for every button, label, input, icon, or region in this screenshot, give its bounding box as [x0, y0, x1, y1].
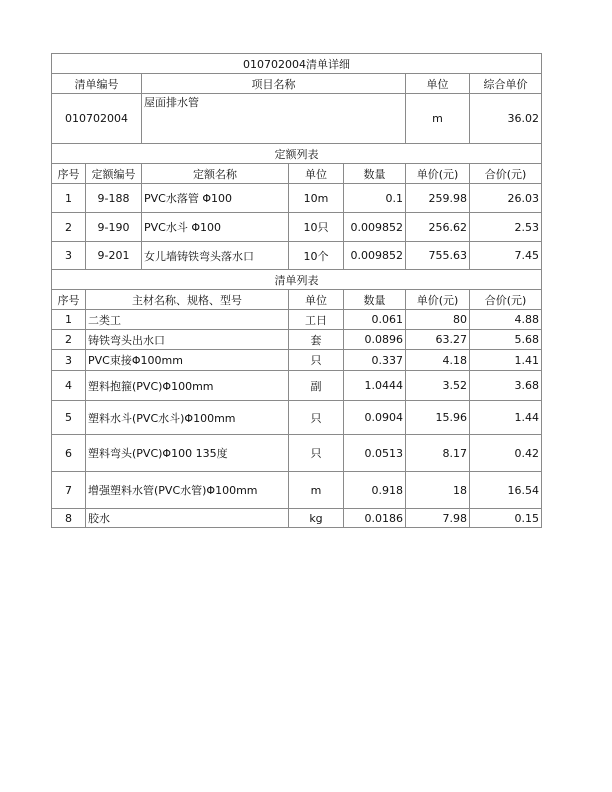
mat-unit: 工日	[289, 310, 344, 330]
material-row	[52, 472, 542, 509]
mat-total: 1.44	[470, 401, 542, 435]
mat-seq: 4	[52, 371, 86, 401]
mat-total: 16.54	[470, 472, 542, 509]
quota-unit: 10只	[289, 213, 344, 242]
mat-col-qty: 数量	[344, 290, 406, 310]
quota-price: 259.98	[406, 184, 470, 213]
quota-total: 7.45	[470, 242, 542, 270]
quota-section-row	[52, 144, 542, 164]
header-col-code: 清单编号	[52, 74, 142, 94]
quota-code: 9-201	[86, 242, 142, 270]
mat-unit: m	[289, 472, 344, 509]
material-row	[52, 509, 542, 528]
quota-unit: 10个	[289, 242, 344, 270]
quota-total: 2.53	[470, 213, 542, 242]
quota-row	[52, 184, 542, 213]
header-col-name: 项目名称	[142, 74, 406, 94]
material-row	[52, 330, 542, 350]
quota-header-row	[52, 164, 542, 184]
mat-price: 63.27	[406, 330, 470, 350]
mat-col-name: 主材名称、规格、型号	[86, 290, 289, 310]
material-row	[52, 435, 542, 472]
mat-price: 18	[406, 472, 470, 509]
mat-qty: 1.0444	[344, 371, 406, 401]
mat-seq: 7	[52, 472, 86, 509]
quota-qty: 0.009852	[344, 242, 406, 270]
bill-detail-table	[51, 53, 542, 528]
quota-total: 26.03	[470, 184, 542, 213]
quota-col-seq: 序号	[52, 164, 86, 184]
quota-name: 女儿墙铸铁弯头落水口	[142, 242, 289, 270]
quota-qty: 0.009852	[344, 213, 406, 242]
mat-col-unit: 单位	[289, 290, 344, 310]
mat-qty: 0.061	[344, 310, 406, 330]
quota-col-name: 定额名称	[142, 164, 289, 184]
material-row	[52, 401, 542, 435]
mat-name: 铸铁弯头出水口	[86, 330, 289, 350]
mat-price: 7.98	[406, 509, 470, 528]
header-values-row	[52, 94, 542, 144]
quota-price: 755.63	[406, 242, 470, 270]
mat-total: 5.68	[470, 330, 542, 350]
quota-col-price: 单价(元)	[406, 164, 470, 184]
mat-name: 增强塑料水管(PVC水管)Φ100mm	[86, 472, 289, 509]
mat-name: 塑料弯头(PVC)Φ100 135度	[86, 435, 289, 472]
mat-col-total: 合价(元)	[470, 290, 542, 310]
mat-unit: 副	[289, 371, 344, 401]
mat-name: 二类工	[86, 310, 289, 330]
quota-row	[52, 242, 542, 270]
quota-section-title: 定额列表	[52, 144, 542, 164]
mat-col-seq: 序号	[52, 290, 86, 310]
mat-seq: 1	[52, 310, 86, 330]
material-row	[52, 371, 542, 401]
quota-seq: 2	[52, 213, 86, 242]
mat-qty: 0.918	[344, 472, 406, 509]
quota-unit: 10m	[289, 184, 344, 213]
mat-name: 塑料水斗(PVC水斗)Φ100mm	[86, 401, 289, 435]
header-labels-row	[52, 74, 542, 94]
mat-seq: 5	[52, 401, 86, 435]
mat-unit: 只	[289, 401, 344, 435]
header-col-unit: 单位	[406, 74, 470, 94]
material-row	[52, 310, 542, 330]
mat-price: 4.18	[406, 350, 470, 371]
bill-unit: m	[406, 94, 470, 144]
mat-unit: 只	[289, 435, 344, 472]
quota-qty: 0.1	[344, 184, 406, 213]
quota-col-unit: 单位	[289, 164, 344, 184]
materials-section-title: 清单列表	[52, 270, 542, 290]
bill-price: 36.02	[470, 94, 542, 144]
mat-total: 3.68	[470, 371, 542, 401]
quota-seq: 3	[52, 242, 86, 270]
mat-seq: 3	[52, 350, 86, 371]
quota-seq: 1	[52, 184, 86, 213]
bill-name: 屋面排水管	[142, 94, 406, 144]
mat-name: 胶水	[86, 509, 289, 528]
mat-seq: 6	[52, 435, 86, 472]
mat-price: 8.17	[406, 435, 470, 472]
mat-price: 80	[406, 310, 470, 330]
mat-price: 3.52	[406, 371, 470, 401]
mat-total: 0.42	[470, 435, 542, 472]
quota-name: PVC水斗 Φ100	[142, 213, 289, 242]
mat-qty: 0.0904	[344, 401, 406, 435]
quota-col-total: 合价(元)	[470, 164, 542, 184]
mat-price: 15.96	[406, 401, 470, 435]
quota-col-qty: 数量	[344, 164, 406, 184]
materials-header-row	[52, 290, 542, 310]
mat-unit: 套	[289, 330, 344, 350]
header-col-price: 综合单价	[470, 74, 542, 94]
mat-seq: 2	[52, 330, 86, 350]
material-row	[52, 350, 542, 371]
quota-col-code: 定额编号	[86, 164, 142, 184]
mat-unit: kg	[289, 509, 344, 528]
quota-price: 256.62	[406, 213, 470, 242]
mat-total: 0.15	[470, 509, 542, 528]
mat-seq: 8	[52, 509, 86, 528]
mat-col-price: 单价(元)	[406, 290, 470, 310]
mat-unit: 只	[289, 350, 344, 371]
quota-row	[52, 213, 542, 242]
title-row	[52, 54, 542, 74]
mat-total: 4.88	[470, 310, 542, 330]
mat-qty: 0.0186	[344, 509, 406, 528]
materials-section-row	[52, 270, 542, 290]
quota-code: 9-190	[86, 213, 142, 242]
quota-name: PVC水落管 Φ100	[142, 184, 289, 213]
quota-code: 9-188	[86, 184, 142, 213]
mat-qty: 0.0513	[344, 435, 406, 472]
bill-code: 010702004	[52, 94, 142, 144]
mat-total: 1.41	[470, 350, 542, 371]
sheet-title: 010702004清单详细	[52, 54, 542, 74]
mat-qty: 0.0896	[344, 330, 406, 350]
mat-name: PVC束接Φ100mm	[86, 350, 289, 371]
mat-qty: 0.337	[344, 350, 406, 371]
mat-name: 塑料抱箍(PVC)Φ100mm	[86, 371, 289, 401]
